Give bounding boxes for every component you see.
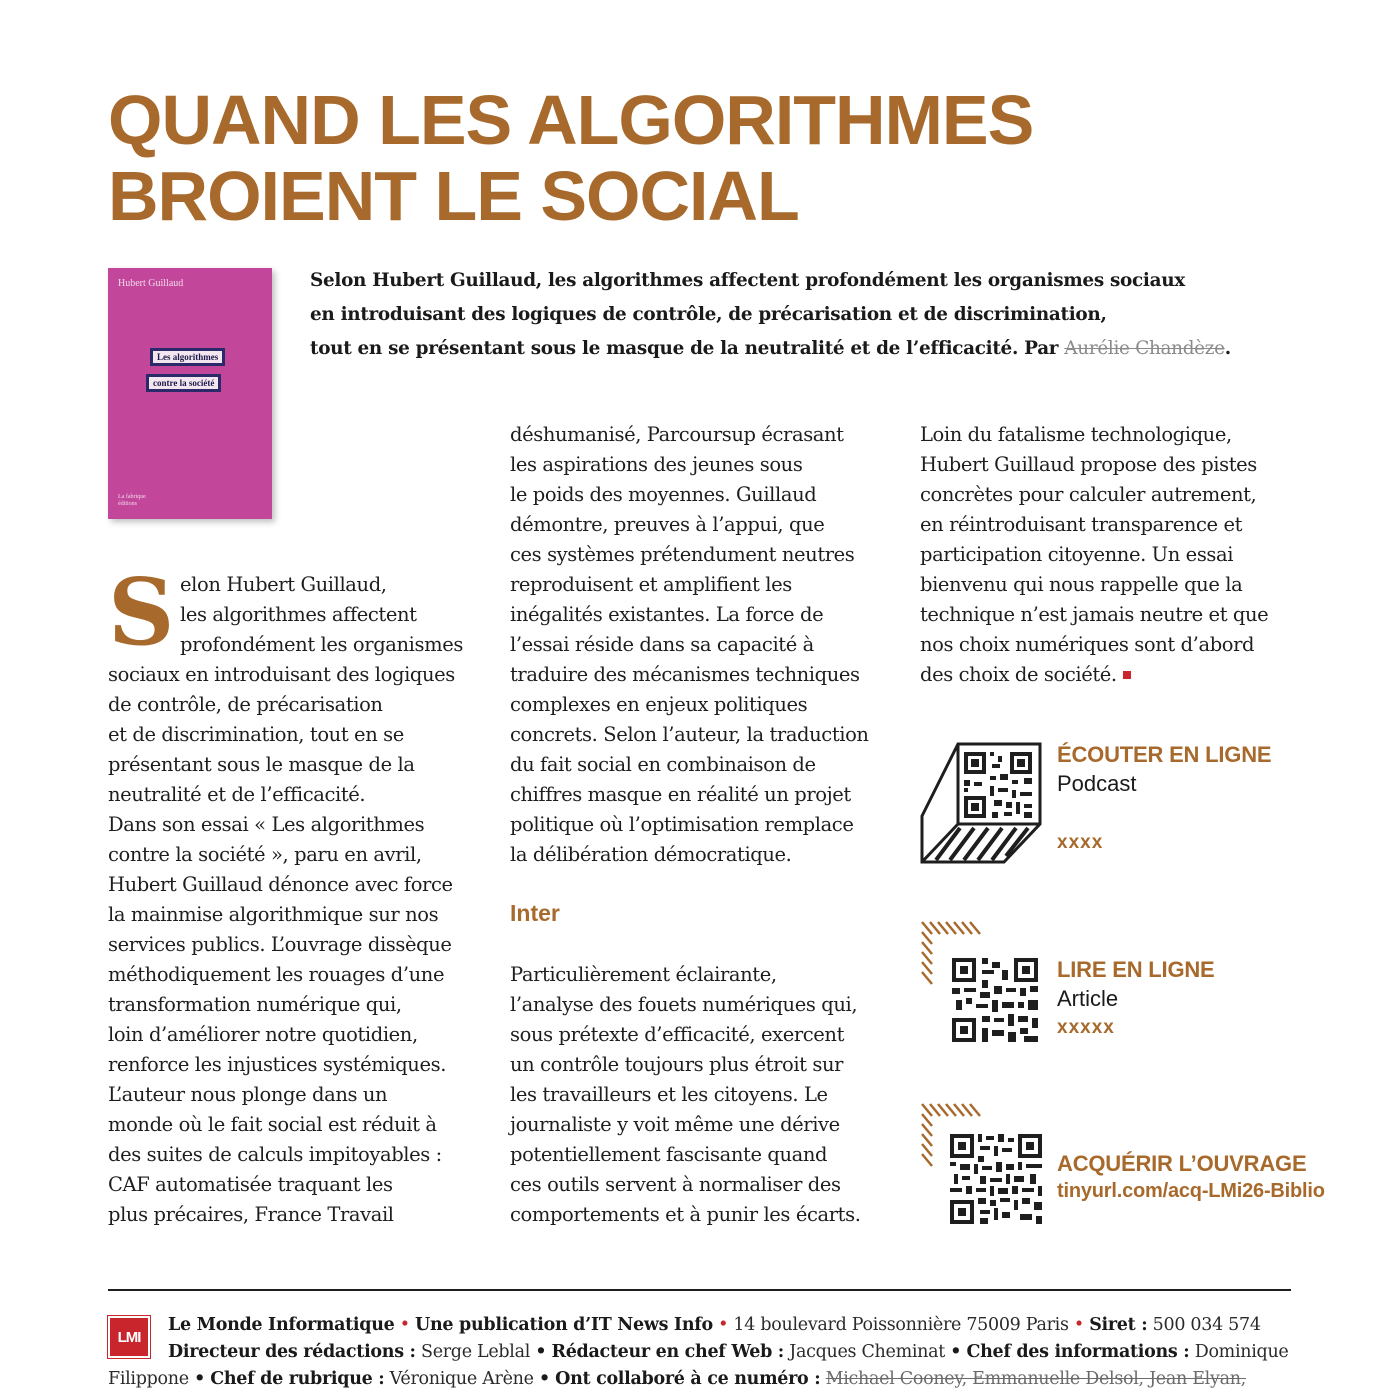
- column-1-line: des suites de calculs impitoyables :: [108, 1143, 442, 1166]
- column-2-line: concrets. Selon l’auteur, la traduction: [510, 723, 869, 746]
- pub-name: Le Monde Informatique: [168, 1315, 395, 1335]
- column-2-line: comportements et à punir les écarts.: [510, 1203, 861, 1226]
- column-3-line: technique n’est jamais neutre et que: [920, 603, 1269, 626]
- siret-label: Siret :: [1089, 1315, 1148, 1335]
- column-2-line: l’essai réside dans sa capacité à: [510, 633, 814, 656]
- column-1-line: services publics. L’ouvrage dissèque: [108, 933, 452, 956]
- column-2-line: démontre, preuves à l’appui, que: [510, 513, 825, 536]
- rubrique-label: Chef de rubrique :: [210, 1369, 385, 1389]
- column-3-line: nos choix numériques sont d’abord: [920, 633, 1255, 656]
- column-1-line: la mainmise algorithmique sur nos: [108, 903, 439, 926]
- column-3-line: participation citoyenne. Un essai: [920, 543, 1234, 566]
- column-1-line: elon Hubert Guillaud,: [180, 573, 387, 596]
- publisher: Une publication d’IT News Info: [415, 1315, 713, 1335]
- footer-line-3: [108, 1366, 1298, 1393]
- qr-sub-article: Article: [1057, 986, 1119, 1011]
- column-3-lines: [920, 420, 1320, 690]
- column-1-line: renforce les injustices systémiques.: [108, 1053, 447, 1076]
- column-1-line: loin d’améliorer notre quotidien,: [108, 1023, 418, 1046]
- info-label: Chef des informations :: [966, 1342, 1190, 1362]
- column-2-line: sous prétexte d’efficacité, exercent: [510, 1023, 845, 1046]
- title-line-2: BROIENT LE SOCIAL: [108, 157, 799, 235]
- cover-title-line-1: Les algorithmes: [150, 348, 225, 366]
- column-2-part-b-wrap: [510, 960, 900, 1230]
- column-1-line: les algorithmes affectent: [180, 603, 417, 626]
- qr-code-article[interactable]: [952, 958, 1038, 1042]
- column-2-line: ces outils servent à normaliser des: [510, 1173, 841, 1196]
- column-1-line: monde où le fait social est réduit à: [108, 1113, 437, 1136]
- book-cover-image: [108, 268, 272, 519]
- collab-label: Ont collaboré à ce numéro :: [555, 1369, 821, 1389]
- rubrique: Véronique Arène: [389, 1369, 534, 1389]
- dir: Serge Leblal: [421, 1342, 531, 1362]
- info: Dominique: [1194, 1342, 1289, 1362]
- end-mark-icon: [1123, 671, 1131, 679]
- column-1-line: de contrôle, de précarisation: [108, 693, 383, 716]
- column-1: [108, 558, 488, 1230]
- address: 14 boulevard Poissonnière 75009 Paris: [733, 1315, 1069, 1335]
- column-2-line: chiffres masque en réalité un projet: [510, 783, 851, 806]
- column-1-line: Dans son essai « Les algorithmes: [108, 813, 425, 836]
- footer-credits: [108, 1312, 1298, 1393]
- cube-qr-icon[interactable]: [920, 742, 1044, 864]
- column-3-line: concrètes pour calculer autrement,: [920, 483, 1257, 506]
- column-3-line: bienvenu qui nous rappelle que la: [920, 573, 1243, 596]
- footer-line-1: [108, 1312, 1298, 1339]
- bullet: •: [194, 1369, 205, 1389]
- siret: 500 034 574: [1152, 1315, 1261, 1335]
- column-2-line: déshumanisé, Parcoursup écrasant: [510, 423, 844, 446]
- lead-line-3: [310, 332, 1300, 366]
- column-2-line: les aspirations des jeunes sous: [510, 453, 803, 476]
- article-title: [108, 82, 1108, 234]
- column-2-line: ces systèmes prétendument neutres: [510, 543, 855, 566]
- column-2-line: Particulièrement éclairante,: [510, 963, 777, 986]
- column-2-line: inégalités existantes. La force de: [510, 603, 824, 626]
- column-2-line: les travailleurs et les citoyens. Le: [510, 1083, 828, 1106]
- cover-publisher: [118, 494, 146, 508]
- byline: Aurélie Chandèze: [1064, 338, 1225, 359]
- column-2-line: potentiellement fascisante quand: [510, 1143, 828, 1166]
- column-2-line: traduire des mécanismes techniques: [510, 663, 860, 686]
- bullet: •: [950, 1342, 962, 1362]
- column-2-part-b: [510, 960, 900, 1230]
- qr-label-buy[interactable]: ACQUÉRIR L’OUVRAGE: [1057, 1151, 1307, 1176]
- cover-publisher-line-2: éditions: [118, 501, 137, 507]
- column-1-line: transformation numérique qui,: [108, 993, 402, 1016]
- column-1-line: méthodiquement les rouages d’une: [108, 963, 445, 986]
- column-1-line: plus précaires, France Travail: [108, 1203, 394, 1226]
- separator-dot: •: [399, 1315, 410, 1335]
- column-1-line: contre la société », paru en avril,: [108, 843, 422, 866]
- column-2-line: journaliste y voit même une dérive: [510, 1113, 840, 1136]
- web: Jacques Cheminat: [789, 1342, 946, 1362]
- column-2-line: la délibération démocratique.: [510, 843, 792, 866]
- column-1-line: L’auteur nous plonge dans un: [108, 1083, 388, 1106]
- column-3-line: Loin du fatalisme technologique,: [920, 423, 1232, 446]
- dir-label: Directeur des rédactions :: [168, 1342, 416, 1362]
- column-2-line: reproduisent et amplifient les: [510, 573, 792, 596]
- lead-line-1: Selon Hubert Guillaud, les algorithmes affectent profondément les organismes sociaux: [310, 270, 1185, 291]
- column-3-line: des choix de société.: [920, 660, 1320, 690]
- qr-label-listen[interactable]: ÉCOUTER EN LIGNE: [1057, 742, 1272, 767]
- column-2-line: complexes en enjeux politiques: [510, 693, 808, 716]
- column-2-part-a: [510, 420, 900, 870]
- column-2-line: le poids des moyennes. Guillaud: [510, 483, 817, 506]
- cover-author: Hubert Guillaud: [118, 278, 184, 289]
- bullet: •: [535, 1342, 547, 1362]
- column-1-lines: [108, 558, 488, 1230]
- bullet: •: [538, 1369, 550, 1389]
- intertitle: Inter: [510, 900, 560, 926]
- qr-link-buy[interactable]: tinyurl.com/acq-LMi26-Biblio: [1057, 1180, 1325, 1202]
- qr-code-buy[interactable]: [950, 1134, 1042, 1224]
- column-2-line: l’analyse des fouets numériques qui,: [510, 993, 858, 1016]
- cover-title-line-2: contre la société: [146, 374, 221, 392]
- cover-publisher-line-1: La fabrique: [118, 494, 146, 500]
- column-2-line: du fait social en combinaison de: [510, 753, 816, 776]
- column-2-line: politique où l’optimisation remplace: [510, 813, 854, 836]
- column-3: [920, 420, 1320, 690]
- footer-line-2: [108, 1339, 1298, 1366]
- footer-rule: [108, 1289, 1291, 1291]
- info-cont: Filippone: [108, 1369, 189, 1389]
- column-1-line: Hubert Guillaud dénonce avec force: [108, 873, 453, 896]
- lead-line-2: en introduisant des logiques de contrôle, de précarisation et de discrimination,: [310, 304, 1107, 325]
- column-3-line: Hubert Guillaud propose des pistes: [920, 453, 1257, 476]
- column-1-line: et de discrimination, tout en se: [108, 723, 404, 746]
- collab: Michael Cooney, Emmanuelle Delsol, Jean Elyan,: [825, 1369, 1246, 1389]
- title-line-1: QUAND LES ALGORITHMES: [108, 81, 1034, 159]
- drop-cap: S: [108, 558, 175, 666]
- qr-sub-podcast: Podcast: [1057, 771, 1137, 796]
- column-3-line: en réintroduisant transparence et: [920, 513, 1243, 536]
- column-1-line: neutralité et de l’efficacité.: [108, 783, 366, 806]
- column-1-line: présentant sous le masque de la: [108, 753, 415, 776]
- column-1-line: CAF automatisée traquant les: [108, 1173, 393, 1196]
- separator-dot: •: [718, 1315, 729, 1335]
- qr-link-podcast[interactable]: xxxx: [1057, 832, 1104, 853]
- column-2-line: un contrôle toujours plus étroit sur: [510, 1053, 844, 1076]
- lead-end: .: [1224, 338, 1231, 359]
- column-2: [510, 420, 900, 870]
- lmi-logo: LMI: [108, 1316, 150, 1358]
- qr-link-article[interactable]: xxxxx: [1057, 1017, 1115, 1038]
- lead-line-3-text: tout en se présentant sous le masque de la neutralité et de l’efficacité. Par: [310, 338, 1065, 359]
- qr-label-read[interactable]: LIRE EN LIGNE: [1057, 957, 1215, 982]
- article-lead: [310, 264, 1300, 366]
- column-1-line: sociaux en introduisant des logiques: [108, 663, 455, 686]
- column-1-line: profondément les organismes: [180, 633, 463, 656]
- web-label: Rédacteur en chef Web :: [551, 1342, 784, 1362]
- separator-dot: •: [1073, 1315, 1084, 1335]
